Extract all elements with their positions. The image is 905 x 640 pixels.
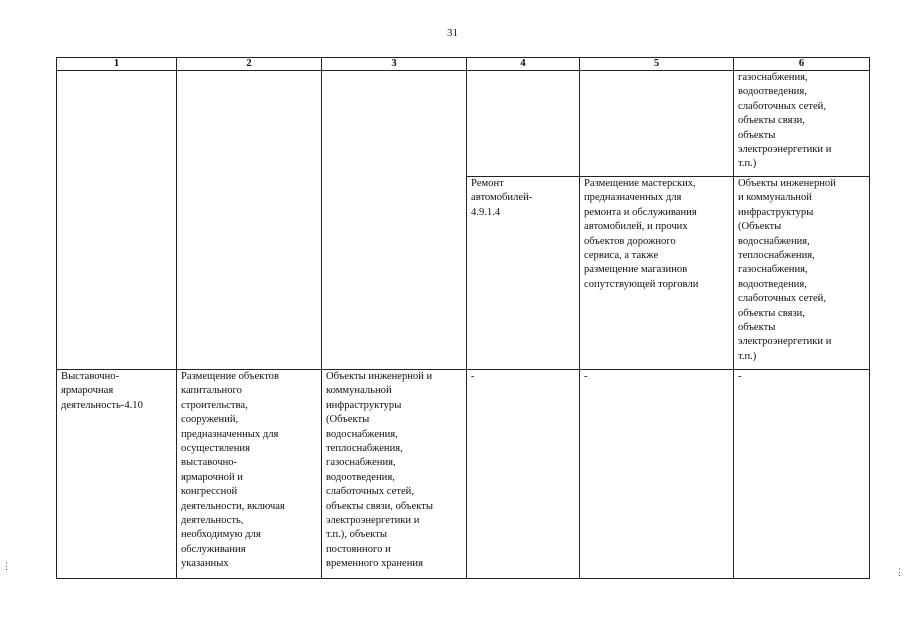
table-cell: - <box>580 370 734 579</box>
table-row <box>57 71 870 177</box>
scan-edge-mark-right: ⋮ <box>895 567 904 577</box>
land-use-table <box>56 57 870 579</box>
table-cell: - <box>467 370 580 579</box>
table-cell: Выставочно- ярмарочная деятельность-4.10 <box>57 370 177 579</box>
table-cell: газоснабжения, водоотведения, слаботочных сетей, объекты связи, объекты электроэнергетики и т.п.) <box>734 71 870 177</box>
column-header-1: 1 <box>57 58 177 71</box>
column-header-6: 6 <box>734 58 870 71</box>
table-cell: Размещение мастерских, предназначенных для ремонта и обслуживания автомобилей, и прочих объектов дорожного сервиса, а также размещение магазинов сопутствующей торговли <box>580 177 734 370</box>
table-cell <box>467 71 580 177</box>
table-cell <box>322 71 467 370</box>
table-row <box>57 370 870 579</box>
table-cell: - <box>734 370 870 579</box>
page-number: 31 <box>447 27 458 39</box>
table-header-row <box>57 58 870 71</box>
table-cell <box>57 71 177 370</box>
column-header-4: 4 <box>467 58 580 71</box>
table-cell <box>177 71 322 370</box>
table-cell: Ремонт автомобилей- 4.9.1.4 <box>467 177 580 370</box>
column-header-3: 3 <box>322 58 467 71</box>
table-cell: Объекты инженерной и коммунальной инфраструктуры (Объекты водоснабжения, теплоснабжения, газоснабжения, водоотведения, слаботочных сетей, объекты связи, объекты электроэнергетики и т.п.) <box>734 177 870 370</box>
column-header-5: 5 <box>580 58 734 71</box>
table-cell <box>580 71 734 177</box>
column-header-2: 2 <box>177 58 322 71</box>
table-cell: Размещение объектов капитального строительства, сооружений, предназначенных для осуществления выставочно- ярмарочной и конгрессной деятельности, включая деятельность, необходимую для обслуживания указанных <box>177 370 322 579</box>
table-cell: Объекты инженерной и коммунальной инфраструктуры (Объекты водоснабжения, теплоснабжения, газоснабжения, водоотведения, слаботочных сетей, объекты связи, объекты электроэнергетики и т.п.), объекты постоянного и временного хранения <box>322 370 467 579</box>
scan-edge-mark-left: ⋮ <box>2 561 11 571</box>
